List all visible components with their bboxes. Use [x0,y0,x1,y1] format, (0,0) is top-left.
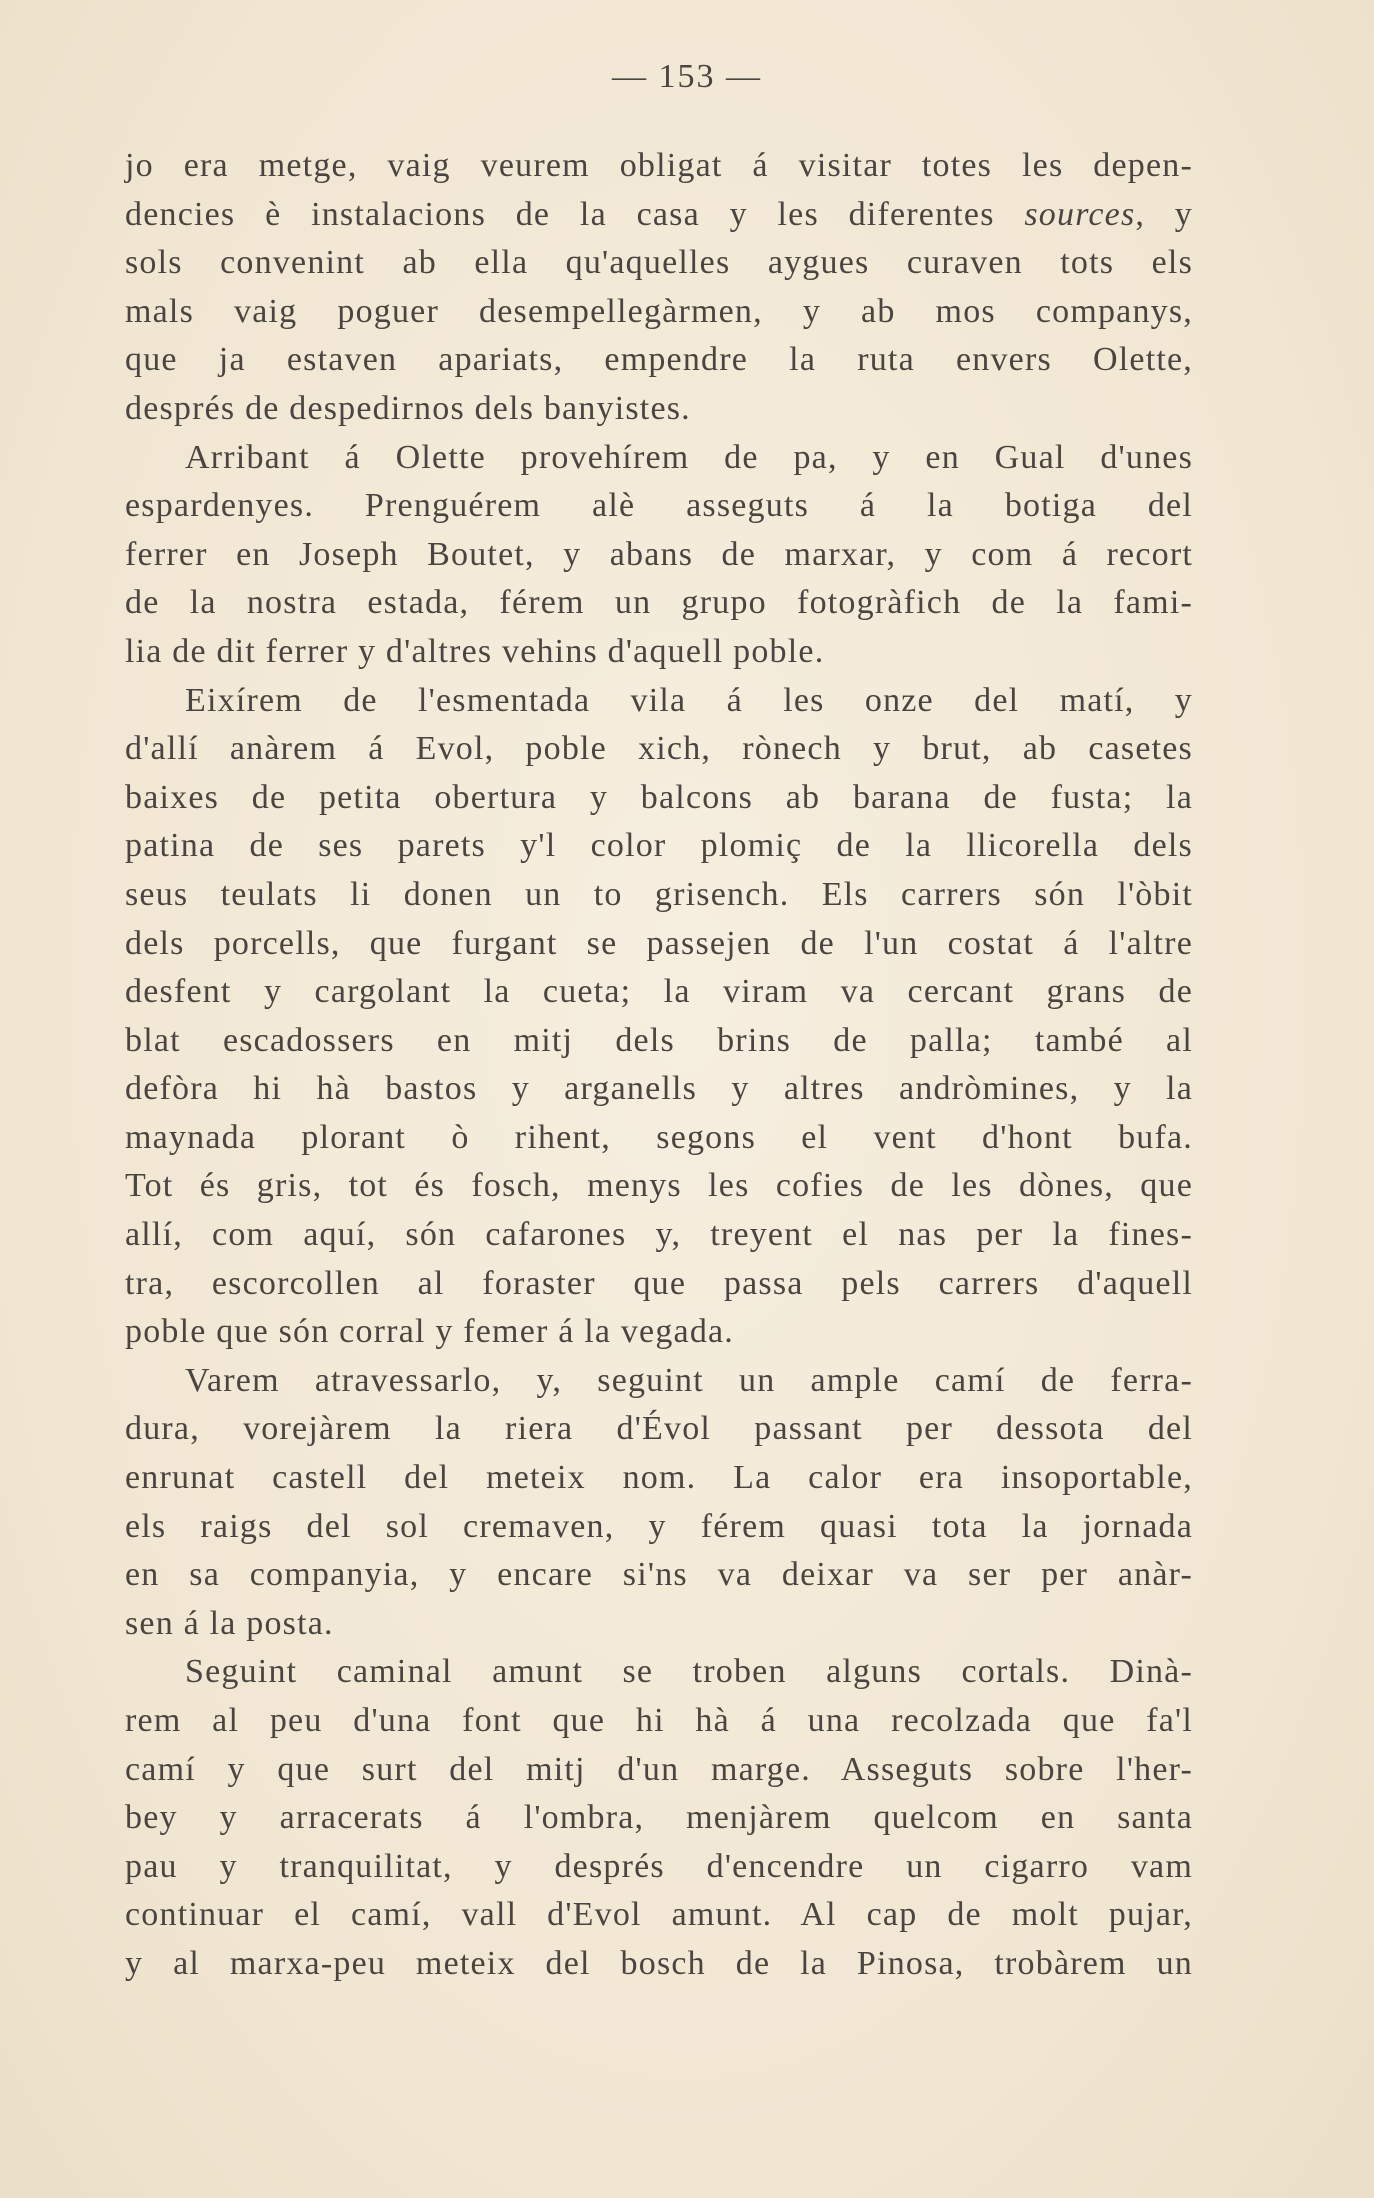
text-line-content: que ja estaven apariats, empendre la ruta envers Olette, [125,341,1193,379]
text-line [125,434,1193,483]
text-line-content: poble que són corral y femer á la vegada. [125,1313,735,1351]
text-line [125,1065,1193,1114]
text-line-content: enrunat castell del meteix nom. La calor era insoportable, [125,1459,1193,1497]
text-line-content: de la nostra estada, férem un grupo fotogràfich de la fami- [125,584,1193,622]
text-line-content: dels porcells, que furgant se passejen de l'un costat á l'altre [125,924,1193,962]
text-line [125,1551,1193,1600]
text-line-content: mals vaig poguer desempellegàrmen, y ab mos companys, [125,292,1193,330]
text-line-content: sen á la posta. [125,1604,334,1642]
text-line-content: tra, escorcollen al foraster que passa pels carrers d'aquell [125,1264,1193,1302]
text-line-tail: , y [1135,195,1193,233]
text-line [125,968,1193,1017]
text-line-content: els raigs del sol cremaven, y férem quasi tota la jornada [125,1507,1193,1545]
text-line-content: Seguint caminal amunt se troben alguns cortals. Dinà- [185,1653,1193,1691]
text-line-content: Arribant á Olette provehírem de pa, y en Gual d'unes [185,438,1193,476]
text-line [125,1357,1193,1406]
text-line-content: després de despedirnos dels banyistes. [125,389,691,427]
text-line-content: dura, vorejàrem la riera d'Évol passant per dessota del [125,1410,1193,1448]
text-line [125,1746,1193,1795]
italic-word: sources [1024,195,1136,233]
text-line [125,871,1193,920]
text-line-content: Tot és gris, tot és fosch, menys les cofies de les dònes, que [125,1167,1193,1205]
text-line [125,1600,1193,1649]
text-line [125,1794,1193,1843]
text-line-content: jo era metge, vaig veurem obligat á visitar totes les depen- [125,147,1193,184]
text-line [125,336,1193,385]
text-line [125,822,1193,871]
text-line [125,1405,1193,1454]
text-line [125,1114,1193,1163]
text-line-content: sols convenint ab ella qu'aquelles aygues curaven tots els [125,244,1193,282]
text-line-content: defòra hi hà bastos y arganells y altres andròmines, y la [125,1070,1193,1108]
text-line-content: blat escadossers en mitj dels brins de palla; també al [125,1021,1193,1059]
text-line [125,579,1193,628]
text-line [125,1162,1193,1211]
text-line-content: y al marxa-peu meteix del bosch de la Pinosa, trobàrem un [125,1944,1193,1982]
text-line [125,725,1193,774]
text-line-content: en sa companyia, y encare si'ns va deixar va ser per anàr- [125,1556,1193,1594]
text-line [125,1308,1193,1357]
text-line [125,191,1193,240]
text-line-content: desfent y cargolant la cueta; la viram va cercant grans de [125,973,1193,1011]
text-line [125,1697,1193,1746]
text-line-content: camí y que surt del mitj d'un marge. Asseguts sobre l'her- [125,1750,1193,1788]
text-line-content: maynada plorant ò rihent, segons el vent d'hont bufa. [125,1118,1193,1156]
text-line-content: continuar el camí, vall d'Evol amunt. Al cap de molt pujar, [125,1896,1193,1934]
text-line [125,1648,1193,1697]
text-line-content: espardenyes. Prenguérem alè asseguts á la botiga del [125,487,1193,525]
body-text [125,142,1193,1989]
text-line-content: dencies è instalacions de la casa y les diferentes [125,195,1025,233]
text-line [125,385,1193,434]
text-line-content: allí, com aquí, són cafarones y, treyent el nas per la fines- [125,1216,1193,1254]
text-line-content: ferrer en Joseph Boutet, y abans de marxar, y com á recort [125,535,1193,573]
text-line [125,1260,1193,1309]
text-line-content: patina de ses parets y'l color plomiç de la llicorella dels [125,827,1193,865]
text-line [125,482,1193,531]
text-line [125,1891,1193,1940]
text-line [125,239,1193,288]
text-line-content: baixes de petita obertura y balcons ab barana de fusta; la [125,778,1193,816]
text-line [125,677,1193,726]
text-line [125,142,1193,191]
page-number: — 153 — [612,58,762,95]
text-line [125,1503,1193,1552]
text-line [125,628,1193,677]
text-line-content: rem al peu d'una font que hi hà á una recolzada que fa'l [125,1702,1193,1739]
text-line [125,920,1193,969]
text-line-content: bey y arracerats á l'ombra, menjàrem quelcom en santa [125,1799,1193,1837]
text-line-content: Varem atravessarlo, y, seguint un ample camí de ferra- [185,1361,1193,1399]
text-line [125,774,1193,823]
text-line [125,288,1193,337]
text-line [125,1211,1193,1260]
text-line [125,1017,1193,1066]
text-line [125,1454,1193,1503]
text-line [125,1940,1193,1989]
text-line-content: seus teulats li donen un to grisench. Els carrers són l'òbit [125,875,1193,913]
text-line [125,531,1193,580]
text-line-content: Eixírem de l'esmentada vila á les onze del matí, y [185,681,1193,719]
text-line-content: lia de dit ferrer y d'altres vehins d'aquell poble. [125,632,825,670]
text-line [125,1843,1193,1892]
text-line-content: pau y tranquilitat, y després d'encendre un cigarro vam [125,1847,1193,1885]
text-line-content: d'allí anàrem á Evol, poble xich, rònech y brut, ab casetes [125,730,1193,768]
